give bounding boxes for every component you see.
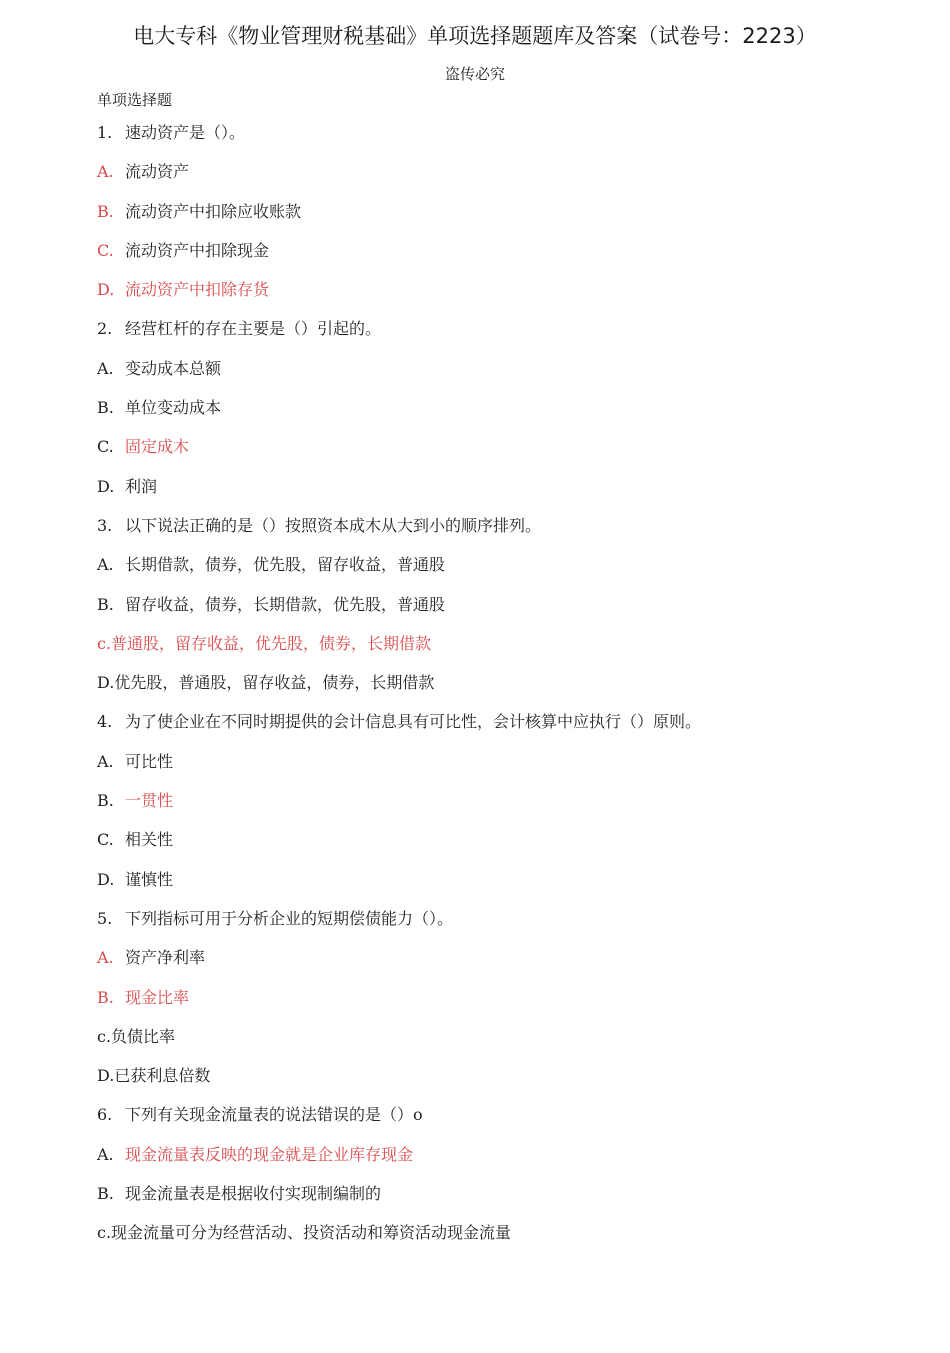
option-marker: c.: [97, 1026, 112, 1046]
option-line: [97, 1064, 897, 1103]
option-text: 现金比率: [125, 987, 190, 1007]
option-line: [97, 986, 897, 1025]
option-marker: B.: [97, 987, 114, 1007]
option-marker: A.: [97, 1144, 114, 1164]
question-line: [97, 907, 897, 946]
option-text: 固定成木: [125, 437, 190, 457]
question-number: 4.: [97, 712, 113, 732]
option-marker: C.: [97, 437, 114, 457]
option-text: 已获利息倍数: [114, 1066, 211, 1086]
option-line: [97, 828, 897, 867]
option-line: [97, 1221, 897, 1260]
option-text: 负债比率: [111, 1026, 176, 1046]
option-marker: B.: [97, 594, 114, 614]
option-line: [97, 593, 897, 632]
question-number: 6.: [97, 1105, 113, 1125]
option-text: 谨慎性: [125, 869, 174, 889]
option-line: [97, 357, 897, 396]
option-marker: A.: [97, 358, 114, 378]
option-line: [97, 200, 897, 239]
option-line: [97, 1025, 897, 1064]
option-marker: D.: [97, 1066, 115, 1086]
option-text: 单位变动成本: [125, 398, 222, 418]
option-line: [97, 553, 897, 592]
option-line: [97, 160, 897, 199]
question-line: [97, 121, 897, 160]
option-marker: C.: [97, 240, 114, 260]
option-text: 现金流量表反映的现金就是企业库存现金: [125, 1144, 414, 1164]
option-text: 变动成本总额: [125, 358, 222, 378]
question-text: 以下说法正确的是（）按照资本成木从大到小的顺序排列。: [125, 515, 542, 535]
option-marker: c.: [97, 1223, 112, 1243]
option-line: [97, 435, 897, 474]
option-line: [97, 750, 897, 789]
option-line: [97, 396, 897, 435]
option-marker: C.: [97, 830, 114, 850]
option-marker: D.: [97, 673, 115, 693]
option-line: [97, 671, 897, 710]
question-number: 1.: [97, 123, 113, 142]
question-number: 2.: [97, 319, 113, 339]
option-marker: B.: [97, 201, 114, 221]
option-text: 留存收益，债券，长期借款，优先股，普通股: [125, 594, 446, 614]
question-line: [97, 317, 897, 356]
option-line: [97, 868, 897, 907]
option-text: 资产净利率: [125, 948, 206, 968]
question-list: [97, 121, 897, 1261]
option-line: [97, 1143, 897, 1182]
option-text: 长期借款，债券，优先股，留存收益，普通股: [125, 555, 446, 575]
option-text: 现金流量表是根据收付实现制编制的: [125, 1184, 382, 1204]
option-marker: A.: [97, 948, 114, 968]
option-marker: A.: [97, 751, 114, 771]
option-marker: D.: [97, 280, 115, 300]
question-line: [97, 1103, 897, 1142]
option-line: [97, 632, 897, 671]
option-line: [97, 475, 897, 514]
question-text: 下列有关现金流量表的说法错误的是（）o: [125, 1105, 423, 1125]
section-heading: 单项选择题: [97, 91, 173, 109]
option-text: 利润: [125, 476, 158, 496]
question-text: 经营杠杆的存在主要是（）引起的。: [125, 319, 382, 339]
question-line: [97, 514, 897, 553]
option-text: 可比性: [125, 751, 174, 771]
option-marker: A.: [97, 555, 114, 575]
document-title: 电大专科《物业管理财税基础》单项选择题题库及答案（试卷号：2223）: [133, 24, 817, 48]
option-text: 流动资产: [125, 162, 190, 182]
option-text: 流动资产中扣除应收账款: [125, 201, 302, 221]
option-text: 普通股，留存收益，优先股，债券，长期借款: [111, 633, 432, 653]
option-text: 流动资产中扣除现金: [125, 240, 270, 260]
document-subtitle: 盗传必究: [444, 65, 505, 83]
option-marker: B.: [97, 398, 114, 418]
question-number: 3.: [97, 515, 113, 535]
option-marker: D.: [97, 869, 115, 889]
option-text: 一贯性: [125, 791, 174, 811]
option-marker: B.: [97, 1184, 114, 1204]
question-text: 下列指标可用于分析企业的短期偿债能力（）。: [125, 908, 454, 928]
option-marker: D.: [97, 476, 115, 496]
question-text: 为了使企业在不同时期提供的会计信息具有可比性，会计核算中应执行（）原则。: [125, 712, 702, 732]
option-marker: A.: [97, 162, 114, 182]
option-line: [97, 946, 897, 985]
option-line: [97, 239, 897, 278]
question-line: [97, 710, 897, 749]
question-text: 速动资产是（）。: [125, 123, 246, 142]
option-marker: c.: [97, 633, 112, 653]
option-marker: B.: [97, 791, 114, 811]
option-line: [97, 278, 897, 317]
question-number: 5.: [97, 908, 113, 928]
option-text: 流动资产中扣除存货: [125, 280, 270, 300]
option-text: 现金流量可分为经营活动、投资活动和筹资活动现金流量: [111, 1223, 512, 1243]
option-text: 相关性: [125, 830, 174, 850]
option-line: [97, 1182, 897, 1221]
option-text: 优先股，普通股，留存收益，债券，长期借款: [114, 673, 435, 693]
option-line: [97, 789, 897, 828]
